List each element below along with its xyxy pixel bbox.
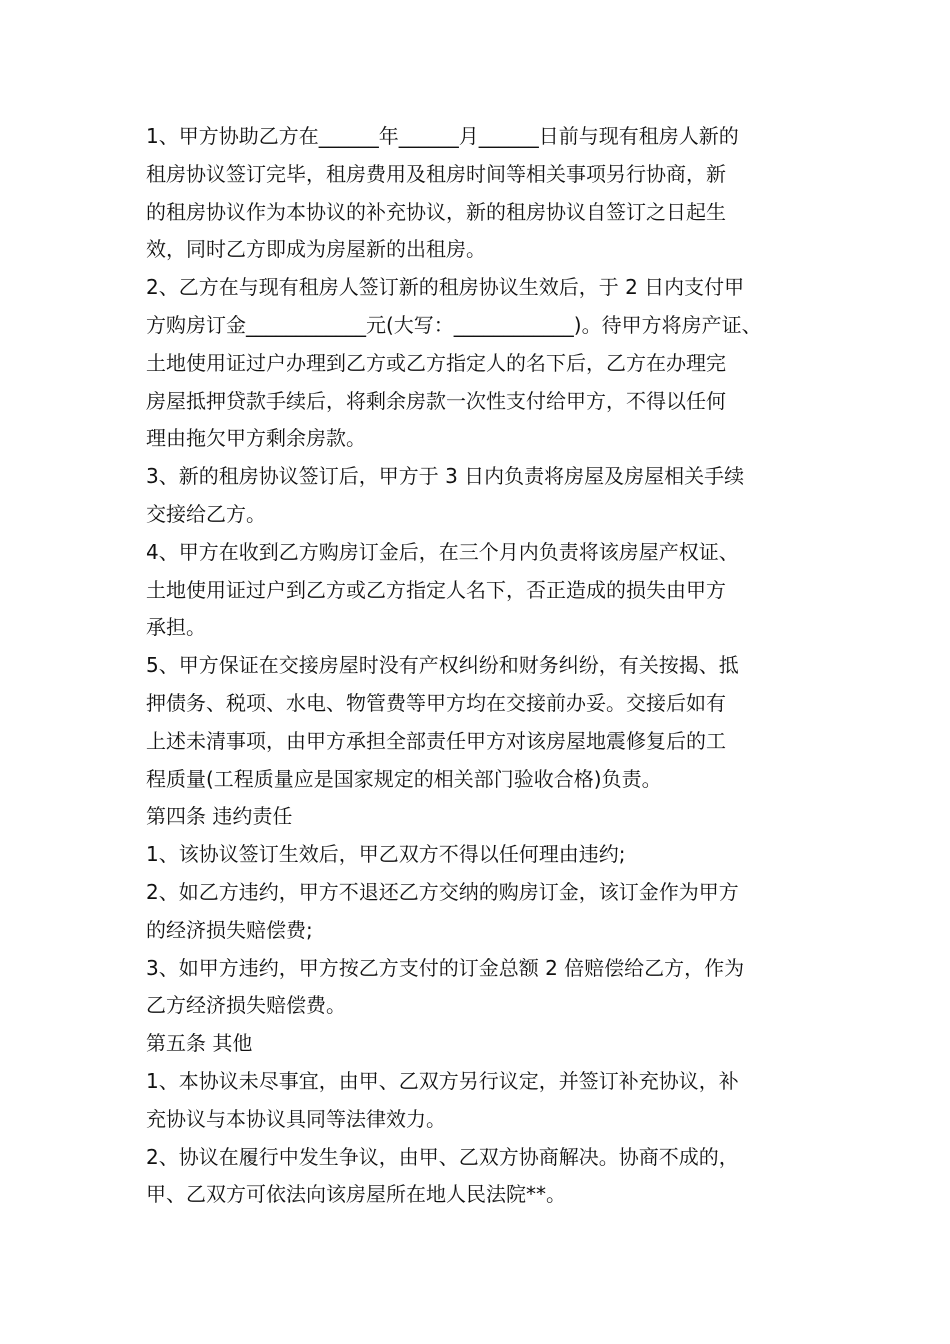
text-line: 2、协议在履行中发生争议，由甲、乙双方协商解决。协商不成的， <box>146 1144 739 1169</box>
text-line: 承担。 <box>146 615 206 640</box>
text-line: 乙方经济损失赔偿费。 <box>146 993 346 1018</box>
text-line: 4、甲方在收到乙方购房订金后，在三个月内负责将该房屋产权证、 <box>146 539 739 564</box>
text-line: 土地使用证过户办理到乙方或乙方指定人的名下后，乙方在办理完 <box>146 350 726 375</box>
text-line: 充协议与本协议具同等法律效力。 <box>146 1106 446 1131</box>
text-line: 5、甲方保证在交接房屋时没有产权纠纷和财务纠纷，有关按揭、抵 <box>146 653 739 678</box>
document-body <box>146 118 810 1214</box>
text-line: 方购房订金____________元(大写：____________)。待甲方将房产证、 <box>146 312 762 337</box>
text-line: 房屋抵押贷款手续后，将剩余房款一次性支付给甲方，不得以任何 <box>146 388 726 413</box>
text-line: 1、该协议签订生效后，甲乙双方不得以任何理由违约; <box>146 842 626 867</box>
text-line: 3、新的租房协议签订后，甲方于 3 日内负责将房屋及房屋相关手续 <box>146 464 745 489</box>
section-heading: 第五条 其他 <box>146 1031 253 1056</box>
text-line: 的租房协议作为本协议的补充协议，新的租房协议自签订之日起生 <box>146 199 726 224</box>
text-line: 交接给乙方。 <box>146 501 266 526</box>
text-line: 1、本协议未尽事宜，由甲、乙双方另行议定，并签订补充协议，补 <box>146 1068 739 1093</box>
text-line: 押债务、税项、水电、物管费等甲方均在交接前办妥。交接后如有 <box>146 690 726 715</box>
text-line: 租房协议签订完毕，租房费用及租房时间等相关事项另行协商，新 <box>146 161 726 186</box>
text-line: 2、如乙方违约，甲方不退还乙方交纳的购房订金，该订金作为甲方 <box>146 879 739 904</box>
section-heading: 第四条 违约责任 <box>146 804 293 829</box>
text-line: 甲、乙双方可依法向该房屋所在地人民法院**。 <box>146 1182 566 1207</box>
text-line: 效，同时乙方即成为房屋新的出租房。 <box>146 237 486 262</box>
text-line: 3、如甲方违约，甲方按乙方支付的订金总额 2 倍赔偿给乙方，作为 <box>146 955 745 980</box>
text-line: 2、乙方在与现有租房人签订新的租房协议生效后，于 2 日内支付甲 <box>146 275 745 300</box>
text-line: 土地使用证过户到乙方或乙方指定人名下，否正造成的损失由甲方 <box>146 577 726 602</box>
text-line: 的经济损失赔偿费; <box>146 917 313 942</box>
text-line: 1、甲方协助乙方在______年______月______日前与现有租房人新的 <box>146 124 739 148</box>
text-line: 理由拖欠甲方剩余房款。 <box>146 426 366 451</box>
text-line: 程质量(工程质量应是国家规定的相关部门验收合格)负责。 <box>146 766 662 791</box>
text-line: 上述未清事项，由甲方承担全部责任甲方对该房屋地震修复后的工 <box>146 728 726 753</box>
